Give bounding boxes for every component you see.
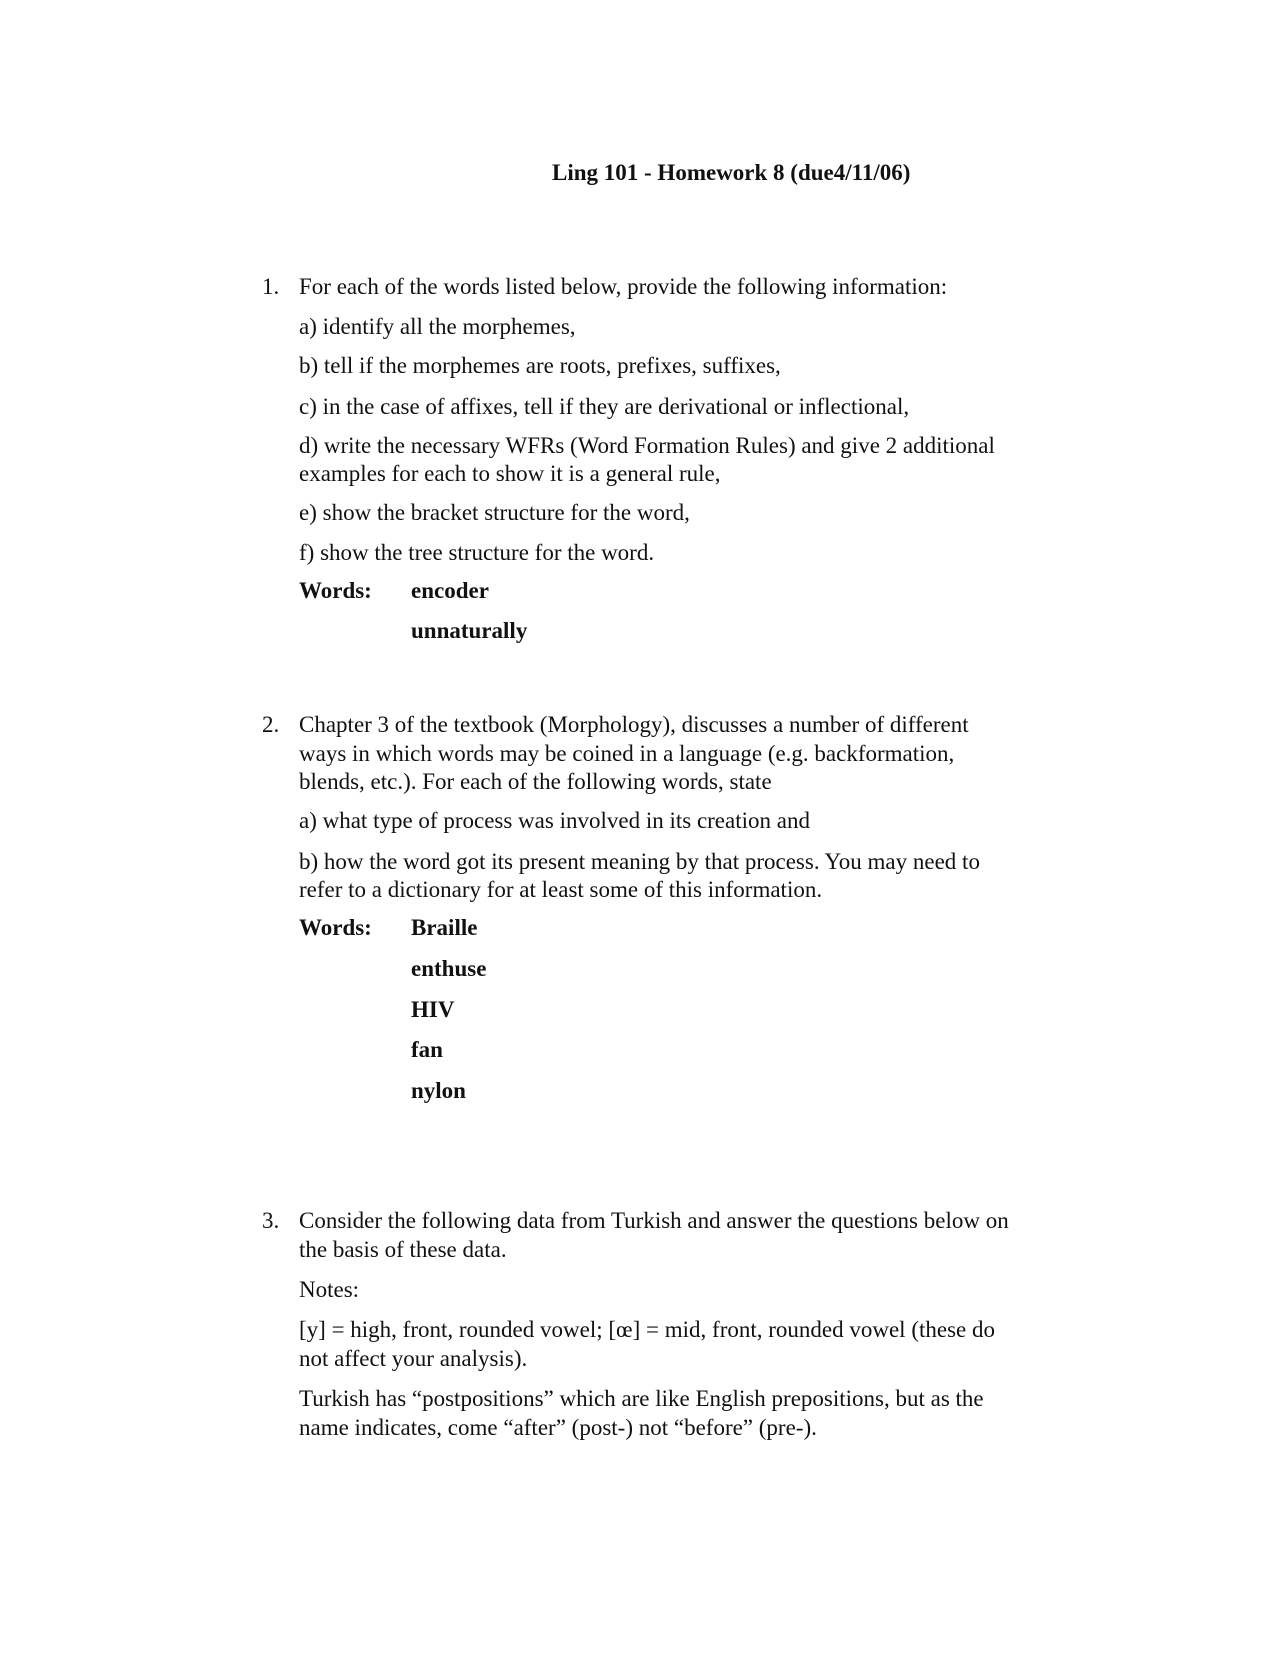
q1-item-a: a) identify all the morphemes, <box>299 314 576 339</box>
q2-word: enthuse <box>411 956 487 981</box>
q3-note: [y] = high, front, rounded vowel; [œ] = mid, front, rounded vowel (these do <box>299 1317 995 1342</box>
q2-line: blends, etc.). For each of the following words, state <box>299 769 772 794</box>
q2-word: HIV <box>411 997 455 1022</box>
q2-number: 2. <box>262 712 280 737</box>
q2-word: nylon <box>411 1078 466 1103</box>
q2-item-a: a) what type of process was involved in its creation and <box>299 808 810 833</box>
q3-notes-label: Notes: <box>299 1277 360 1302</box>
q3-note: name indicates, come “after” (post-) not “before” (pre-). <box>299 1415 817 1440</box>
q1-item-d: d) write the necessary WFRs (Word Formation Rules) and give 2 additional <box>299 433 995 458</box>
q1-item-c: c) in the case of affixes, tell if they are derivational or inflectional, <box>299 394 910 419</box>
q2-item-b-continued: refer to a dictionary for at least some of this information. <box>299 877 823 902</box>
q2-words-label: Words: <box>299 915 372 940</box>
q1-item-d-continued: examples for each to show it is a general rule, <box>299 461 721 486</box>
q3-note: Turkish has “postpositions” which are like English prepositions, but as the <box>299 1386 984 1411</box>
q3-note: not affect your analysis). <box>299 1346 528 1371</box>
q2-line: ways in which words may be coined in a language (e.g. backformation, <box>299 741 955 766</box>
q2-word: Braille <box>411 915 478 940</box>
q1-word: encoder <box>411 578 489 603</box>
q1-item-f: f) show the tree structure for the word. <box>299 540 655 565</box>
q1-item-e: e) show the bracket structure for the word, <box>299 500 690 525</box>
q1-item-b: b) tell if the morphemes are roots, prefixes, suffixes, <box>299 353 781 378</box>
q1-number: 1. <box>262 274 280 299</box>
q1-word: unnaturally <box>411 618 528 643</box>
q2-word: fan <box>411 1037 443 1062</box>
q2-line: Chapter 3 of the textbook (Morphology), discusses a number of different <box>299 712 969 737</box>
q3-line: Consider the following data from Turkish and answer the questions below on <box>299 1208 1009 1233</box>
q2-item-b: b) how the word got its present meaning by that process. You may need to <box>299 849 980 874</box>
page-title: Ling 101 - Homework 8 (due4/11/06) <box>552 160 911 185</box>
q1-intro: For each of the words listed below, provide the following information: <box>299 274 948 299</box>
q3-number: 3. <box>262 1208 280 1233</box>
q3-line: the basis of these data. <box>299 1237 507 1262</box>
q1-words-label: Words: <box>299 578 372 603</box>
